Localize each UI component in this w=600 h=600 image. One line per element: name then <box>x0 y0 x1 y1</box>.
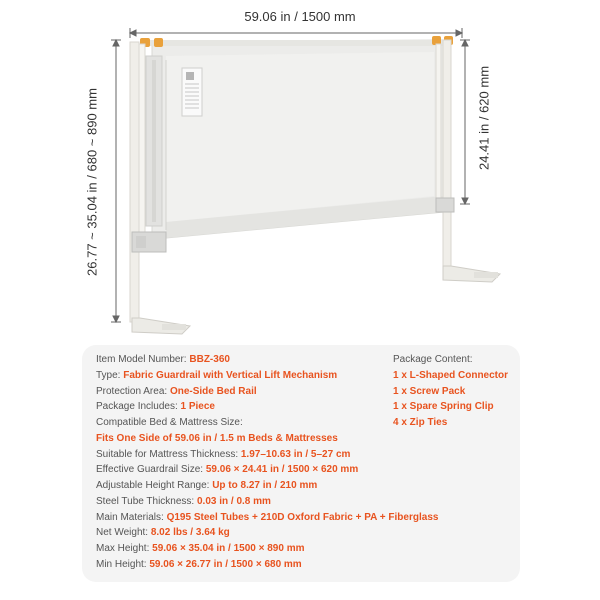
spec-row <box>96 352 386 368</box>
spec-label: Protection Area: <box>96 385 170 397</box>
spec-row <box>96 431 386 447</box>
spec-row <box>96 462 386 478</box>
height-range-label: 26.77 ~ 35.04 in / 680 ~ 890 mm <box>84 88 100 276</box>
package-item: 1 x Screw Pack <box>393 385 466 397</box>
spec-row <box>96 415 386 431</box>
package-content <box>393 352 518 431</box>
spec-value: 59.06 × 35.04 in / 1500 × 890 mm <box>152 543 305 554</box>
spec-value: Fabric Guardrail with Vertical Lift Mechanism <box>123 369 338 381</box>
width-dimension-label: 59.06 in / 1500 mm <box>244 9 356 24</box>
spec-row <box>96 384 386 400</box>
spec-value: One-Side Bed Rail <box>169 385 257 397</box>
spec-value: Fits One Side of 59.06 in / 1.5 m Beds & Mattresses <box>96 432 338 444</box>
spec-label: Steel Tube Thickness: <box>96 495 197 507</box>
spec-label: Item Model Number: <box>96 354 190 365</box>
right-lock-bracket <box>436 198 454 212</box>
left-base-plate <box>132 318 190 334</box>
spec-row <box>96 541 386 557</box>
spec-label: Compatible Bed & Mattress Size: <box>96 417 243 428</box>
package-title: Package Content: <box>393 354 473 365</box>
guardrail-height-label: 24.41 in / 620 mm <box>476 65 492 171</box>
package-item: 1 x Spare Spring Clip <box>393 401 494 413</box>
spec-label: Adjustable Height Range: <box>96 480 213 491</box>
spec-row <box>96 478 386 494</box>
top-rail <box>150 40 446 46</box>
spec-label: Type: <box>96 369 124 381</box>
spec-label: Suitable for Mattress Thickness: <box>96 448 241 460</box>
spec-value: 0.03 in / 0.8 mm <box>196 495 271 507</box>
spec-value: 8.02 lbs / 3.64 kg <box>150 527 230 539</box>
spec-row <box>96 399 386 415</box>
spec-label: Max Height: <box>96 543 153 554</box>
width-dimension-line <box>130 28 462 38</box>
spec-value: Up to 8.27 in / 210 mm <box>212 480 318 491</box>
spec-row <box>96 447 386 463</box>
package-item: 1 x L-Shaped Connector <box>393 369 509 381</box>
spec-value: Q195 Steel Tubes + 210D Oxford Fabric + PA + Fiberglass <box>166 511 439 523</box>
spec-row <box>96 525 386 541</box>
spec-value: 1 Piece <box>180 401 215 413</box>
spec-label: Min Height: <box>96 558 150 570</box>
spec-label: Package Includes: <box>96 401 181 413</box>
package-item: 4 x Zip Ties <box>393 417 448 428</box>
spec-value: 1.97–10.63 in / 5–27 cm <box>240 448 351 460</box>
right-base-plate <box>443 266 500 282</box>
spec-value: 59.06 × 24.41 in / 1500 × 620 mm <box>205 464 359 476</box>
guardrail-height-dimension-line <box>460 40 470 204</box>
spec-value: BBZ-360 <box>189 354 230 365</box>
spec-row <box>96 368 386 384</box>
mesh-side <box>146 56 162 226</box>
spec-row <box>96 557 386 573</box>
left-lock-bracket <box>132 232 166 252</box>
specifications-panel <box>82 345 520 582</box>
qr-label-icon <box>182 68 202 116</box>
right-post <box>436 40 451 272</box>
height-dimension-line <box>111 40 121 322</box>
left-post <box>130 42 145 322</box>
spec-label: Main Materials: <box>96 511 167 523</box>
spec-value: 59.06 × 26.77 in / 1500 × 680 mm <box>149 558 302 570</box>
spec-label: Net Weight: <box>96 527 151 539</box>
spec-row <box>96 510 439 526</box>
spec-label: Effective Guardrail Size: <box>96 464 206 476</box>
spec-row <box>96 494 386 510</box>
